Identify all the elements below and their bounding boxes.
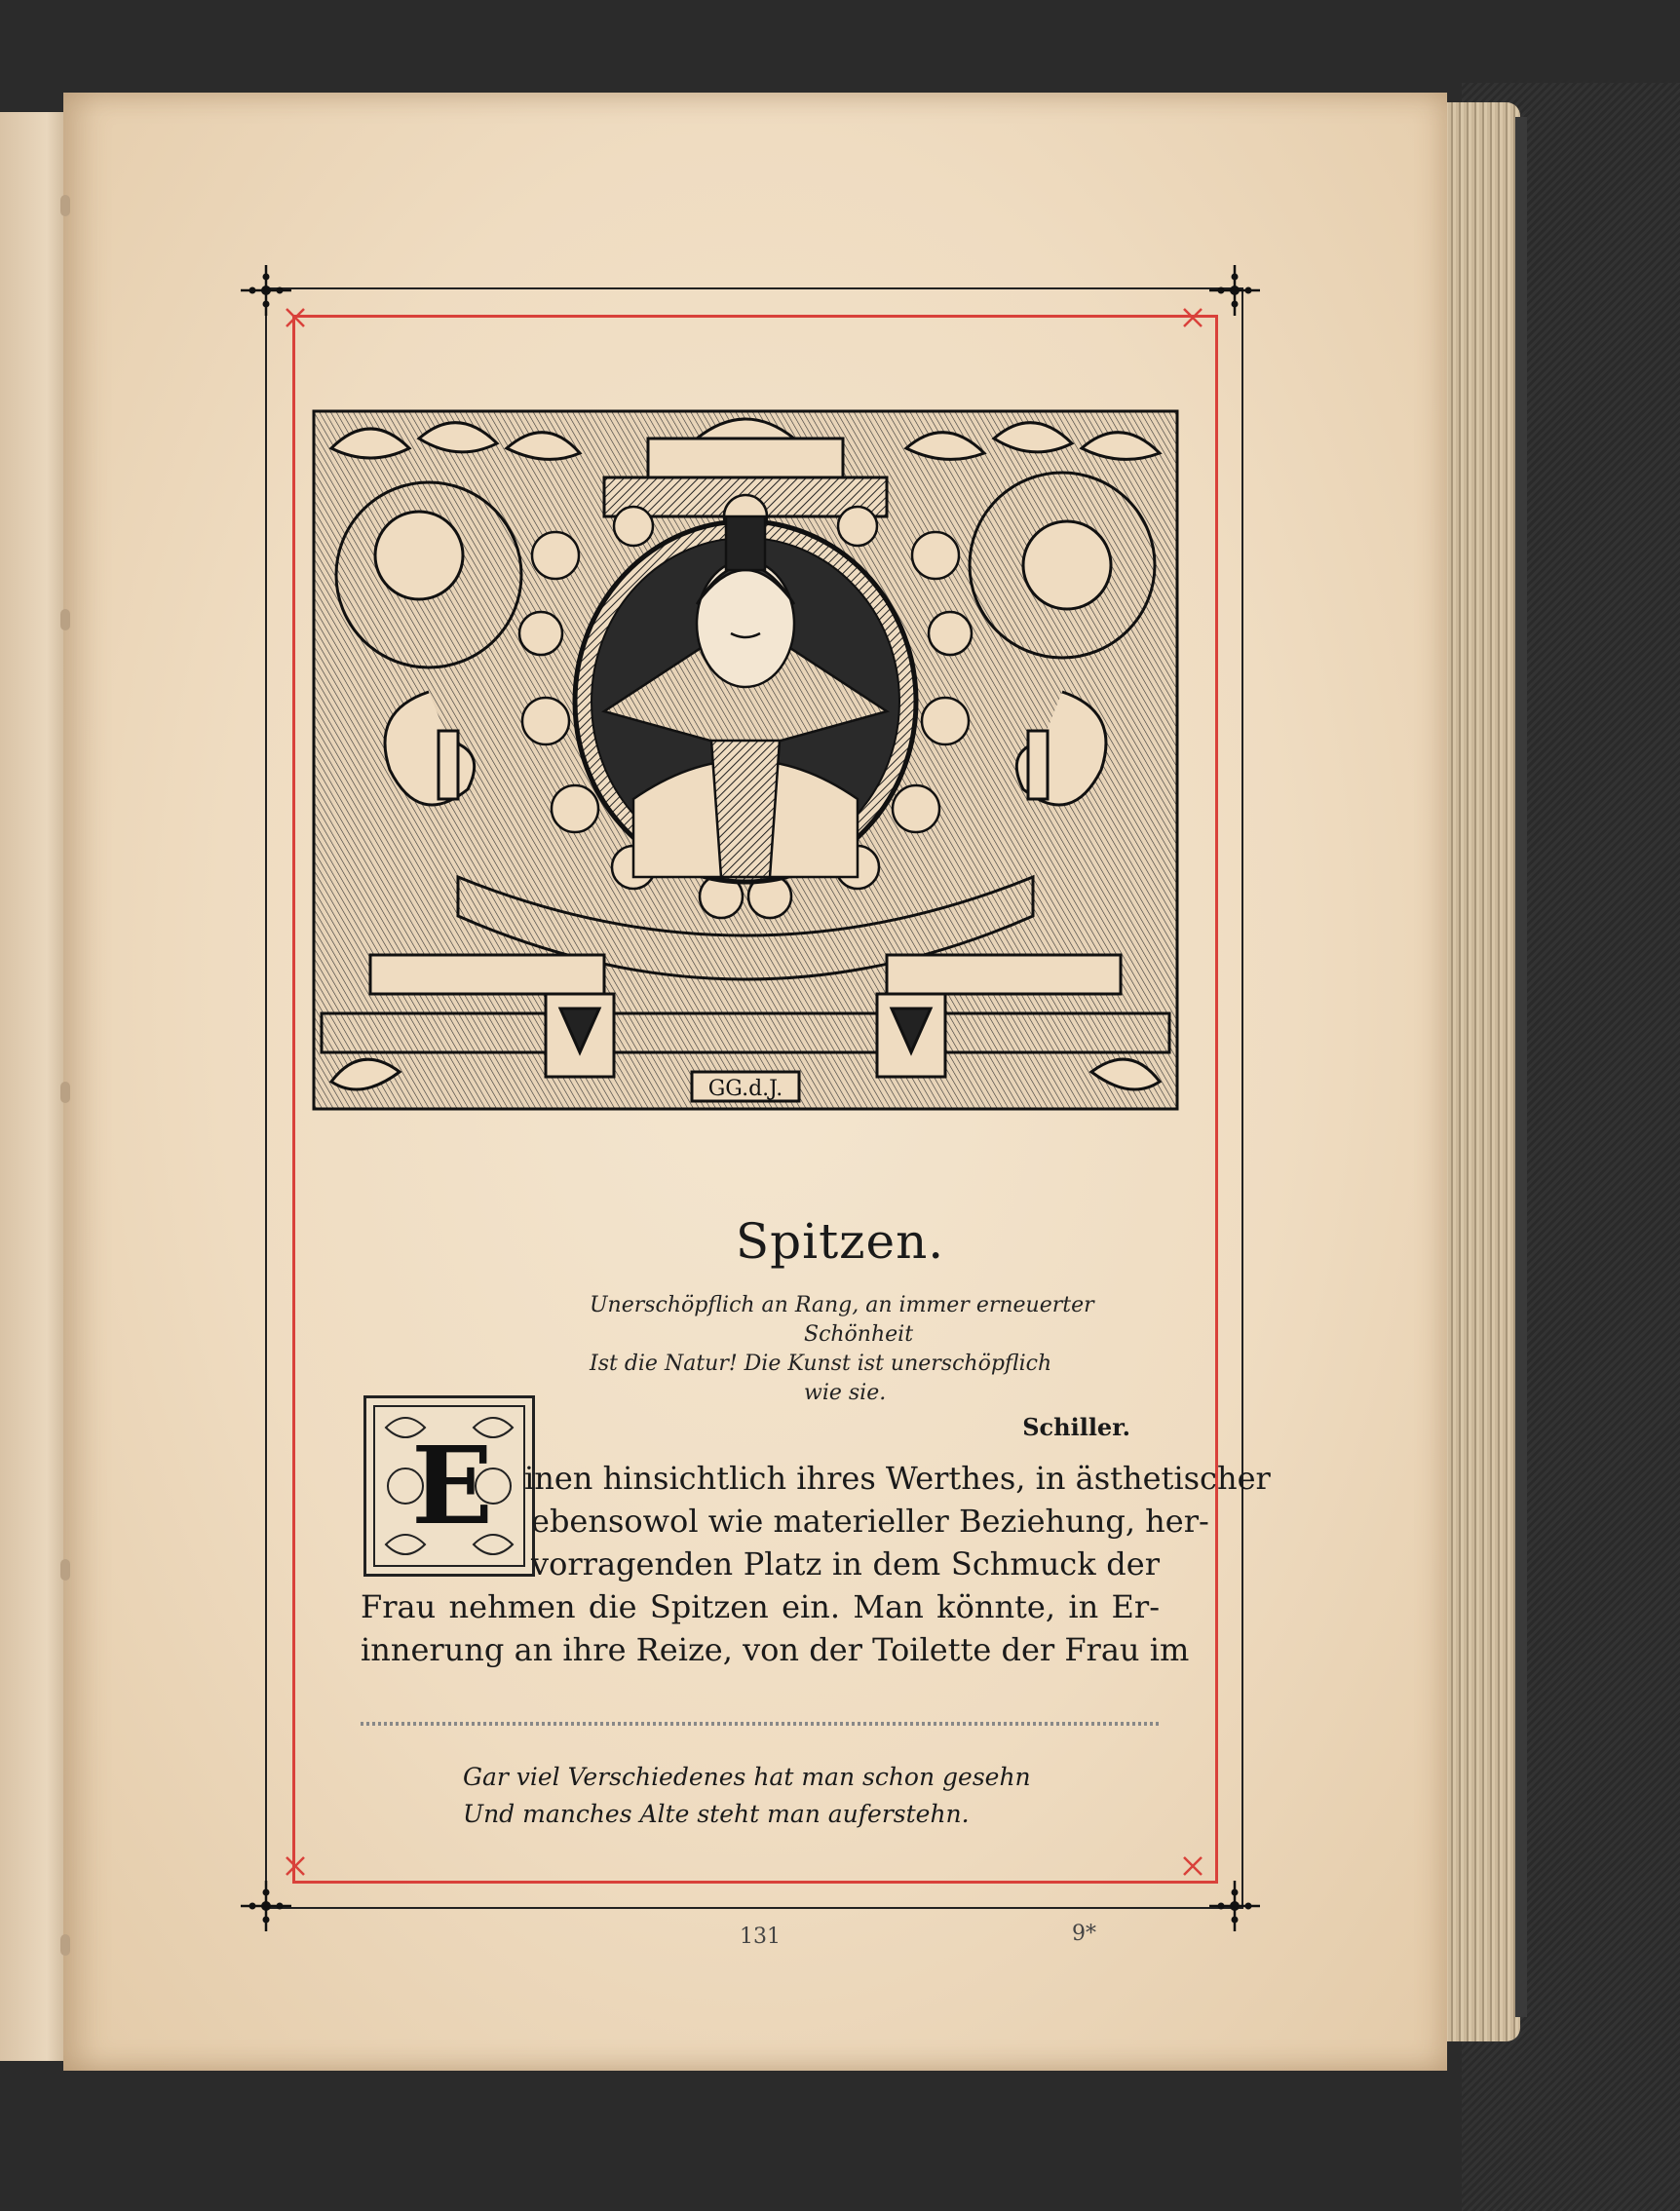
binding-stitch <box>60 609 70 630</box>
epigraph-author: Schiller. <box>1022 1413 1130 1441</box>
motto-line: Gar viel Verschiedenes hat man schon gesehn <box>463 1763 1031 1791</box>
epigraph-line: Ist die Natur! Die Kunst ist unerschöpflich <box>590 1352 1052 1376</box>
epigraph-line: wie sie. <box>804 1381 887 1405</box>
binding-stitch <box>60 1934 70 1956</box>
motto-line: Und manches Alte steht man auferstehn. <box>463 1800 970 1828</box>
binding-stitch <box>60 1559 70 1581</box>
epigraph-line: Unerschöpflich an Rang, an immer erneuerter <box>590 1293 1094 1317</box>
drop-cap-letter: E <box>411 1423 493 1548</box>
corner-cross-ornament-icon <box>1205 1877 1264 1935</box>
corner-x-icon <box>1182 307 1203 328</box>
divider <box>361 1722 1160 1726</box>
body-line: ebensowol wie materieller Beziehung, her- <box>531 1503 1209 1540</box>
body-line: innerung an ihre Reize, von der Toilette der Frau im <box>361 1631 1190 1668</box>
corner-cross-ornament-icon <box>237 1877 295 1935</box>
epigraph <box>590 1291 1135 1408</box>
page-title: Spitzen. <box>735 1213 945 1270</box>
cover-spine-edge <box>1515 117 1527 2017</box>
corner-x-icon <box>1182 1855 1203 1877</box>
body-line: inen hinsichtlich ihres Werthes, in ästhetischer <box>524 1460 1271 1497</box>
corner-cross-ornament-icon <box>1205 261 1264 320</box>
corner-cross-ornament-icon <box>237 261 295 320</box>
epigraph-line: Schönheit <box>804 1322 914 1347</box>
body-line: vorragenden Platz in dem Schmuck der <box>531 1545 1160 1582</box>
signature-mark: 9* <box>1072 1922 1096 1946</box>
page-number: 131 <box>740 1925 781 1949</box>
binding-stitch <box>60 195 70 216</box>
binding-stitch <box>60 1082 70 1103</box>
engraving-monogram: GG.d.J. <box>707 1077 783 1101</box>
corner-x-icon <box>285 1855 306 1877</box>
body-line: Frau nehmen die Spitzen ein. Man könnte, in Er- <box>361 1588 1160 1625</box>
body-text <box>361 1457 1271 1671</box>
portrait-engraving <box>312 409 1179 1111</box>
footer-motto <box>463 1759 1087 1833</box>
